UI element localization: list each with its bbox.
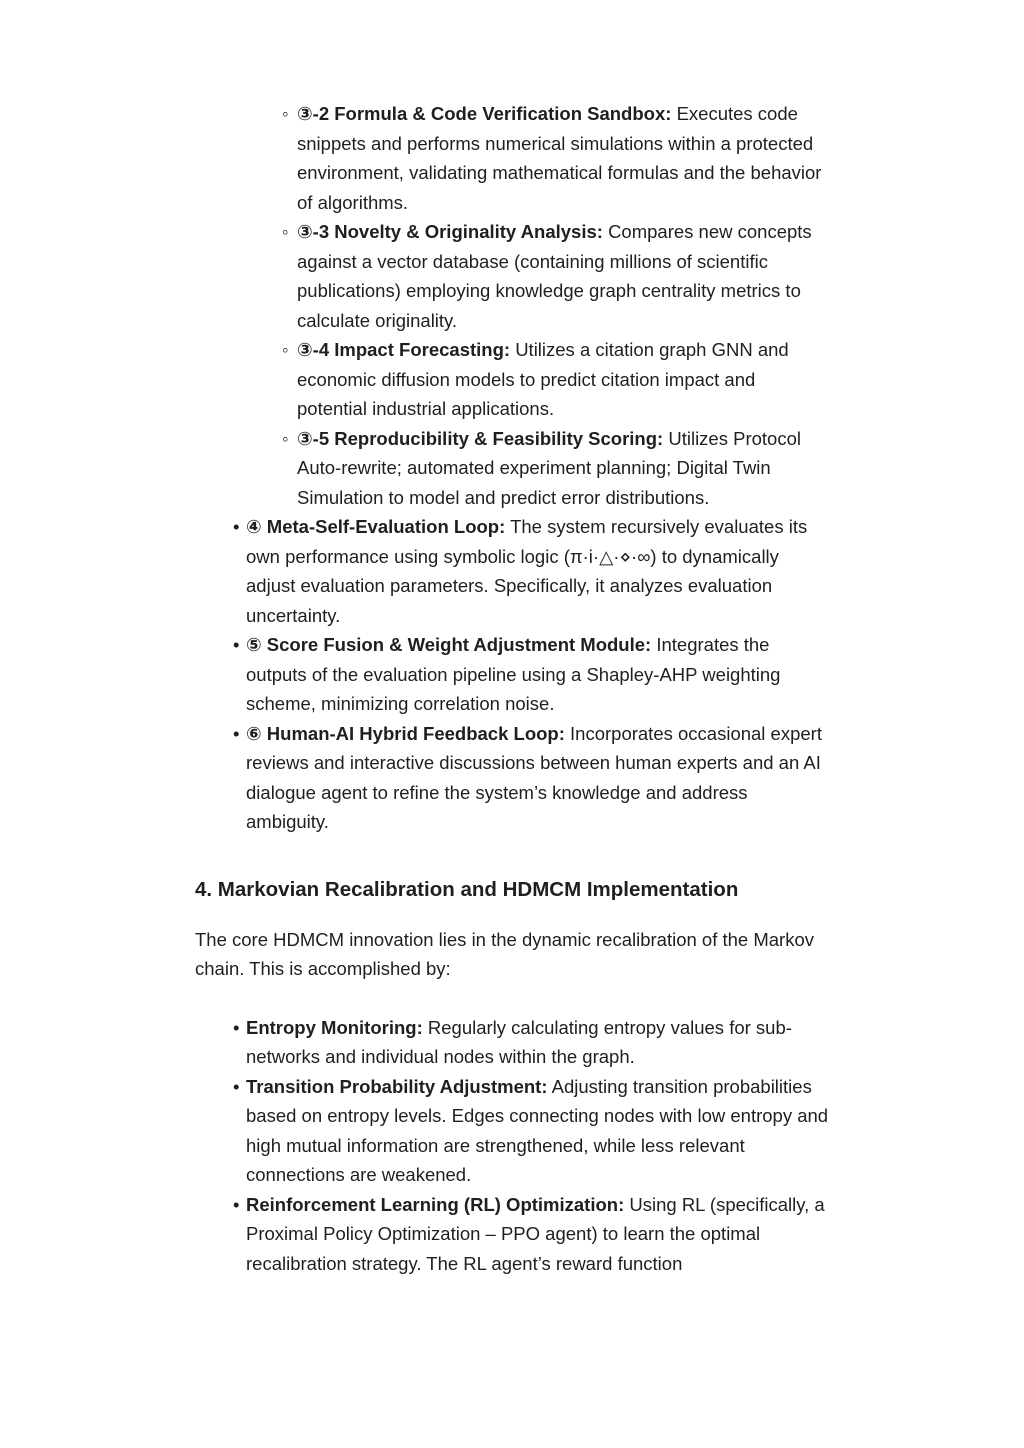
dot-bullet-marker: •	[233, 516, 240, 537]
circle-bullet-marker: ◦	[282, 221, 289, 242]
list-item-description: Regularly calculating entropy values for sub-networks and individual nodes within the graph.	[246, 1016, 792, 1067]
list-item-text	[297, 335, 830, 424]
list-item-term: Transition Probability Adjustment:	[246, 1075, 548, 1097]
list-item	[233, 630, 830, 719]
circle-bullet-marker: ◦	[282, 427, 289, 449]
list-item	[233, 719, 830, 837]
list-item-description: Integrates the outputs of the evaluation pipeline using a Shapley-AHP weighting scheme, minimizing correlation noise.	[246, 634, 781, 714]
list-item-term: ③-3 Novelty & Originality Analysis:	[297, 221, 603, 242]
list-item-text	[246, 512, 830, 630]
list-item-term: Entropy Monitoring:	[246, 1016, 423, 1038]
list-item	[282, 424, 830, 513]
dot-bullet-marker: •	[233, 1016, 240, 1038]
list-item-text	[246, 1072, 830, 1190]
circle-bullet-marker: ◦	[282, 339, 289, 360]
list-item-term: ③-5 Reproducibility & Feasibility Scoring:	[297, 427, 664, 449]
list-item-text	[246, 719, 830, 837]
list-item-description: Adjusting transition probabilities based on entropy levels. Edges connecting nodes with low entropy and high mutual information are strengthened, while less relevant connections are weakened.	[246, 1075, 829, 1185]
dot-bullet-marker: •	[233, 1193, 240, 1215]
list-item	[282, 335, 830, 424]
list-item-description: Compares new concepts against a vector database (containing millions of scientific publications) employing knowledge graph centrality metrics to calculate originality.	[297, 221, 812, 331]
dot-bullet-marker: •	[233, 722, 240, 744]
list-item-text	[297, 424, 830, 513]
list-item	[233, 1072, 830, 1190]
list-item-text	[246, 1190, 830, 1279]
evaluation-modules-list	[195, 512, 830, 837]
document-body	[195, 99, 830, 1278]
evaluation-pipeline-sub-list	[195, 99, 830, 512]
list-item-description: Utilizes a citation graph GNN and economic diffusion models to predict citation impact and potential industrial applications.	[297, 339, 789, 419]
dot-bullet-marker: •	[233, 634, 240, 655]
section-heading: 4. Markovian Recalibration and HDMCM Implementation	[195, 877, 739, 901]
list-item	[282, 99, 830, 217]
dot-bullet-marker: •	[233, 1075, 240, 1097]
list-item	[282, 217, 830, 335]
list-item-description: Incorporates occasional expert reviews and interactive discussions between human experts and an AI dialogue agent to refine the system’s knowledge and address ambiguity.	[246, 722, 822, 832]
list-item-text	[246, 1013, 830, 1072]
list-item-description: Utilizes Protocol Auto-rewrite; automated experiment planning; Digital Twin Simulation to model and predict error distributions.	[297, 427, 801, 508]
list-item	[233, 1013, 830, 1072]
section-paragraph: The core HDMCM innovation lies in the dynamic recalibration of the Markov chain. This is accomplished by:	[195, 928, 814, 979]
list-item-text	[246, 630, 830, 719]
list-item-description: Using RL (specifically, a Proximal Policy Optimization – PPO agent) to learn the optimal recalibration strategy. The RL agent’s reward function	[246, 1193, 825, 1274]
list-item-term: ③-4 Impact Forecasting:	[297, 339, 511, 360]
circle-bullet-marker: ◦	[282, 103, 289, 124]
recalibration-methods-list	[195, 1013, 830, 1279]
list-item-term: ④ Meta-Self-Evaluation Loop:	[246, 516, 506, 537]
list-item-description: The system recursively evaluates its own performance using symbolic logic (π·i·△·⋄·∞) to dynamically adjust evaluation parameters. Specifically, it analyzes evaluation uncertainty.	[246, 516, 808, 626]
list-item	[233, 512, 830, 630]
list-item-description: Executes code snippets and performs numerical simulations within a protected environment, validating mathematical formulas and the behavior of algorithms.	[297, 103, 822, 213]
list-item-text	[297, 99, 830, 217]
list-item-term: ⑤ Score Fusion & Weight Adjustment Module:	[246, 634, 652, 655]
list-item-term: Reinforcement Learning (RL) Optimization:	[246, 1193, 625, 1215]
list-item	[233, 1190, 830, 1279]
list-item-term: ③-2 Formula & Code Verification Sandbox:	[297, 103, 672, 124]
list-item-text	[297, 217, 830, 335]
list-item-term: ⑥ Human-AI Hybrid Feedback Loop:	[246, 722, 565, 744]
